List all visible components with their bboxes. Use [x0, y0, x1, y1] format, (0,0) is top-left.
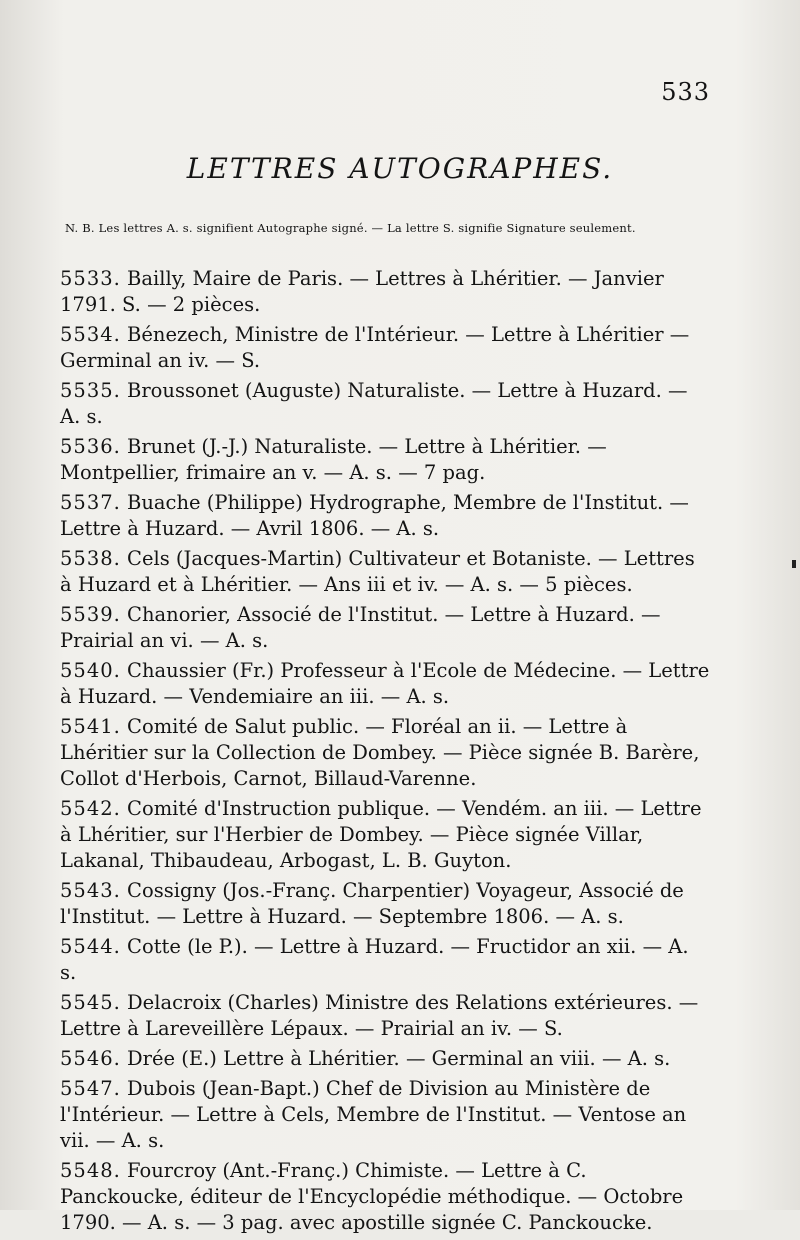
entry-text: Chanorier, Associé de l'Institut. — Lettre à Huzard. — Prairial an vi. — A. s. [60, 603, 661, 652]
entry-number: 5546. [60, 1047, 121, 1070]
entry-text: Cossigny (Jos.-Franç. Charpentier) Voyageur, Associé de l'Institut. — Lettre à Huzard. — Septembre 1806. — A. s. [60, 879, 684, 928]
entry-number: 5535. [60, 379, 121, 402]
list-item [60, 878, 710, 930]
list-item [60, 934, 710, 986]
list-item [60, 434, 710, 486]
list-item [60, 322, 710, 374]
list-item [60, 714, 710, 792]
entry-number: 5543. [60, 879, 121, 902]
entry-text: Fourcroy (Ant.-Franç.) Chimiste. — Lettre à C. Panckoucke, éditeur de l'Encyclopédie méthodique. — Octobre 1790. — A. s. — 3 pag. avec apostille signée C. Panckoucke. [60, 1159, 684, 1234]
entry-number: 5537. [60, 491, 121, 514]
entry-text: Bailly, Maire de Paris. — Lettres à Lhéritier. — Janvier 1791. S. — 2 pièces. [60, 267, 664, 316]
page-number: 533 [661, 78, 710, 106]
entry-text: Comité d'Instruction publique. — Vendém. an iii. — Lettre à Lhéritier, sur l'Herbier de Dombey. — Pièce signée Villar, Lakanal, Thibaudeau, Arbogast, L. B. Guyton. [60, 797, 702, 872]
entry-text: Brunet (J.-J.) Naturaliste. — Lettre à Lhéritier. — Montpellier, frimaire an v. — A. s. — 7 pag. [60, 435, 607, 484]
list-item [60, 1046, 710, 1072]
entry-number: 5542. [60, 797, 121, 820]
entry-text: Dubois (Jean-Bapt.) Chef de Division au Ministère de l'Intérieur. — Lettre à Cels, Membre de l'Institut. — Ventose an vii. — A. s. [60, 1077, 687, 1152]
ink-mark [792, 560, 796, 568]
entry-number: 5539. [60, 603, 121, 626]
list-item [60, 796, 710, 874]
list-item [60, 990, 710, 1042]
entry-number: 5544. [60, 935, 121, 958]
list-item [60, 546, 710, 598]
list-item [60, 378, 710, 430]
list-item [60, 658, 710, 710]
entry-number: 5534. [60, 323, 121, 346]
entry-number: 5533. [60, 267, 121, 290]
list-item [60, 490, 710, 542]
entry-text: Cels (Jacques-Martin) Cultivateur et Botaniste. — Lettres à Huzard et à Lhéritier. — Ans iii et iv. — A. s. — 5 pièces. [60, 547, 695, 596]
entry-number: 5541. [60, 715, 121, 738]
entry-number: 5536. [60, 435, 121, 458]
list-item [60, 1158, 710, 1236]
list-item [60, 266, 710, 318]
entries-list [60, 266, 710, 1240]
abbreviation-note: N. B. Les lettres A. s. signifient Autographe signé. — La lettre S. signifie Signature seulement. [65, 221, 636, 235]
entry-text: Comité de Salut public. — Floréal an ii. — Lettre à Lhéritier sur la Collection de Dombey. — Pièce signée B. Barère, Collot d'Herbois, Carnot, Billaud-Varenne. [60, 715, 700, 790]
entry-text: Delacroix (Charles) Ministre des Relations extérieures. — Lettre à Lareveillère Lépaux. — Prairial an iv. — S. [60, 991, 699, 1040]
entry-number: 5540. [60, 659, 121, 682]
entry-text: Buache (Philippe) Hydrographe, Membre de l'Institut. — Lettre à Huzard. — Avril 1806. — A. s. [60, 491, 689, 540]
entry-number: 5545. [60, 991, 121, 1014]
entry-number: 5538. [60, 547, 121, 570]
entry-text: Broussonet (Auguste) Naturaliste. — Lettre à Huzard. — A. s. [60, 379, 688, 428]
entry-text: Bénezech, Ministre de l'Intérieur. — Lettre à Lhéritier — Germinal an iv. — S. [60, 323, 690, 372]
entry-text: Cotte (le P.). — Lettre à Huzard. — Fructidor an xii. — A. s. [60, 935, 689, 984]
entry-text: Chaussier (Fr.) Professeur à l'Ecole de Médecine. — Lettre à Huzard. — Vendemiaire an iii. — A. s. [60, 659, 710, 708]
entry-text: Drée (E.) Lettre à Lhéritier. — Germinal an viii. — A. s. [127, 1047, 671, 1070]
entry-number: 5548. [60, 1159, 121, 1182]
page-title: LETTRES AUTOGRAPHES. [186, 152, 614, 185]
list-item [60, 1076, 710, 1154]
list-item [60, 602, 710, 654]
entry-number: 5547. [60, 1077, 121, 1100]
